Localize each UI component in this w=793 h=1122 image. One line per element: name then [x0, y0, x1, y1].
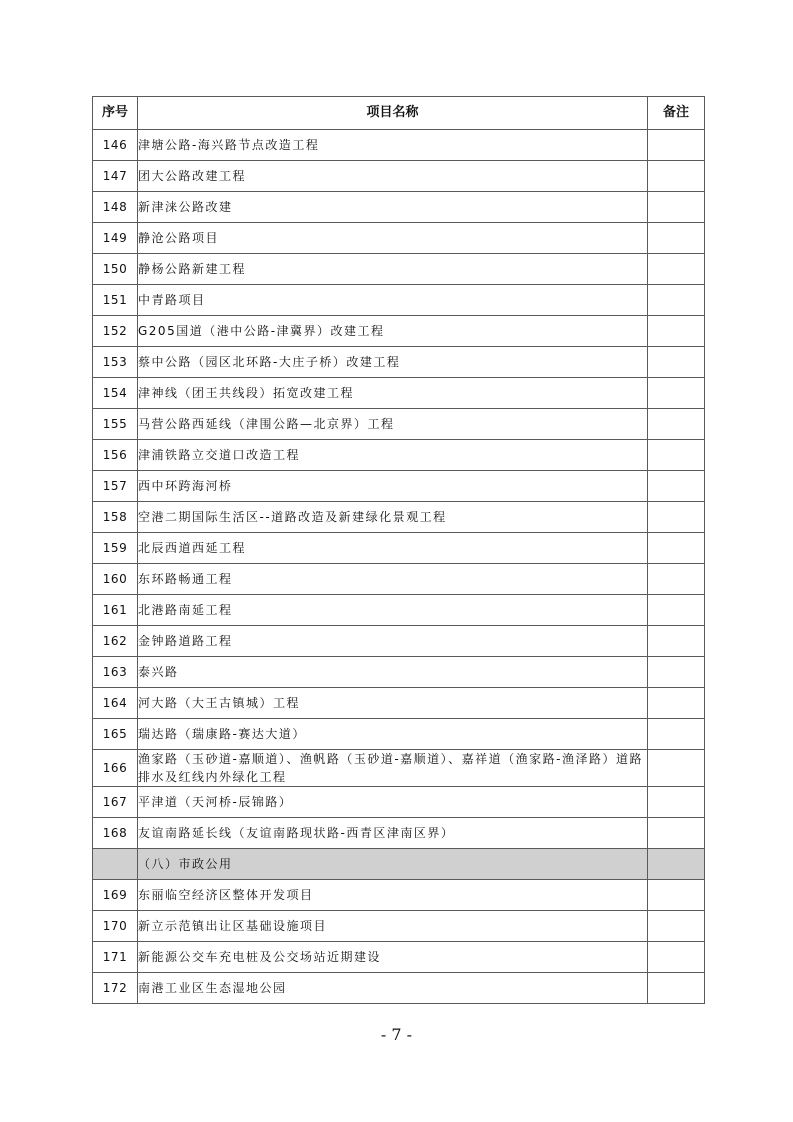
row-remark	[648, 285, 705, 316]
table-row	[93, 973, 705, 1004]
table-row	[93, 911, 705, 942]
row-name: 中青路项目	[138, 285, 648, 316]
row-index: 159	[93, 533, 138, 564]
row-name: 泰兴路	[138, 657, 648, 688]
table-row	[93, 942, 705, 973]
table-row	[93, 130, 705, 161]
row-remark	[648, 533, 705, 564]
row-index: 166	[93, 750, 138, 787]
row-index: 149	[93, 223, 138, 254]
table-row	[93, 440, 705, 471]
row-remark	[648, 626, 705, 657]
row-name: 友谊南路延长线（友谊南路现状路-西青区津南区界）	[138, 818, 648, 849]
row-index: 154	[93, 378, 138, 409]
project-table	[92, 96, 705, 1004]
row-name: 马营公路西延线（津围公路—北京界）工程	[138, 409, 648, 440]
row-remark	[648, 688, 705, 719]
row-index: 150	[93, 254, 138, 285]
row-remark	[648, 911, 705, 942]
table-row	[93, 378, 705, 409]
row-index: 153	[93, 347, 138, 378]
row-name: G205国道（港中公路-津冀界）改建工程	[138, 316, 648, 347]
row-remark	[648, 973, 705, 1004]
row-remark	[648, 564, 705, 595]
row-index: 170	[93, 911, 138, 942]
table-row	[93, 750, 705, 787]
row-remark	[648, 161, 705, 192]
row-index: 167	[93, 787, 138, 818]
row-name: 津神线（团王共线段）拓宽改建工程	[138, 378, 648, 409]
row-remark	[648, 471, 705, 502]
table-row	[93, 688, 705, 719]
row-name: 团大公路改建工程	[138, 161, 648, 192]
table-row	[93, 595, 705, 626]
row-name: 新津涞公路改建	[138, 192, 648, 223]
table-row	[93, 719, 705, 750]
table-body	[93, 130, 705, 1004]
row-index: 168	[93, 818, 138, 849]
row-name: 新立示范镇出让区基础设施项目	[138, 911, 648, 942]
row-remark	[648, 849, 705, 880]
row-name: 空港二期国际生活区--道路改造及新建绿化景观工程	[138, 502, 648, 533]
table-row	[93, 316, 705, 347]
row-remark	[648, 192, 705, 223]
row-name: 北辰西道西延工程	[138, 533, 648, 564]
row-remark	[648, 750, 705, 787]
row-name: 津塘公路-海兴路节点改造工程	[138, 130, 648, 161]
row-remark	[648, 657, 705, 688]
table-row	[93, 626, 705, 657]
row-index: 152	[93, 316, 138, 347]
table-row	[93, 192, 705, 223]
row-remark	[648, 378, 705, 409]
table-row	[93, 347, 705, 378]
row-index: 161	[93, 595, 138, 626]
row-name: 东环路畅通工程	[138, 564, 648, 595]
table-row	[93, 657, 705, 688]
row-index: 164	[93, 688, 138, 719]
row-index: 157	[93, 471, 138, 502]
row-name: 西中环跨海河桥	[138, 471, 648, 502]
row-remark	[648, 347, 705, 378]
row-name: 北港路南延工程	[138, 595, 648, 626]
row-index	[93, 849, 138, 880]
row-index: 169	[93, 880, 138, 911]
table-row	[93, 502, 705, 533]
row-name: 蔡中公路（园区北环路-大庄子桥）改建工程	[138, 347, 648, 378]
row-index: 146	[93, 130, 138, 161]
row-name: 平津道（天河桥-辰锦路）	[138, 787, 648, 818]
row-index: 162	[93, 626, 138, 657]
table-row	[93, 285, 705, 316]
row-index: 171	[93, 942, 138, 973]
page-number: - 7 -	[380, 1025, 413, 1044]
row-name: 渔家路（玉砂道-嘉顺道）、渔帆路（玉砂道-嘉顺道）、嘉祥道（渔家路-渔泽路）道路排水及红线内外绿化工程	[138, 750, 648, 787]
row-remark	[648, 316, 705, 347]
table-row	[93, 161, 705, 192]
table-row	[93, 818, 705, 849]
row-remark	[648, 787, 705, 818]
table-row	[93, 254, 705, 285]
row-index: 163	[93, 657, 138, 688]
row-name: 津浦铁路立交道口改造工程	[138, 440, 648, 471]
table-row	[93, 880, 705, 911]
table-row	[93, 564, 705, 595]
row-name: （八）市政公用	[138, 849, 648, 880]
row-index: 172	[93, 973, 138, 1004]
table-row	[93, 409, 705, 440]
row-remark	[648, 502, 705, 533]
row-remark	[648, 254, 705, 285]
row-index: 148	[93, 192, 138, 223]
table-row	[93, 223, 705, 254]
row-index: 151	[93, 285, 138, 316]
row-name: 静沧公路项目	[138, 223, 648, 254]
section-row	[93, 849, 705, 880]
row-remark	[648, 130, 705, 161]
row-name: 南港工业区生态湿地公园	[138, 973, 648, 1004]
table-row	[93, 533, 705, 564]
row-remark	[648, 880, 705, 911]
header-index: 序号	[93, 97, 138, 130]
row-name: 静杨公路新建工程	[138, 254, 648, 285]
row-index: 165	[93, 719, 138, 750]
row-remark	[648, 595, 705, 626]
row-remark	[648, 942, 705, 973]
header-name: 项目名称	[138, 97, 648, 130]
row-remark	[648, 409, 705, 440]
row-name: 瑞达路（瑞康路-赛达大道）	[138, 719, 648, 750]
header-row	[93, 97, 705, 130]
row-index: 155	[93, 409, 138, 440]
header-remark: 备注	[648, 97, 705, 130]
table-row	[93, 471, 705, 502]
row-remark	[648, 440, 705, 471]
row-remark	[648, 719, 705, 750]
row-remark	[648, 223, 705, 254]
row-index: 156	[93, 440, 138, 471]
row-name: 金钟路道路工程	[138, 626, 648, 657]
row-name: 东丽临空经济区整体开发项目	[138, 880, 648, 911]
row-remark	[648, 818, 705, 849]
row-index: 160	[93, 564, 138, 595]
row-name: 新能源公交车充电桩及公交场站近期建设	[138, 942, 648, 973]
row-index: 158	[93, 502, 138, 533]
table-row	[93, 787, 705, 818]
row-name: 河大路（大王古镇城）工程	[138, 688, 648, 719]
row-index: 147	[93, 161, 138, 192]
